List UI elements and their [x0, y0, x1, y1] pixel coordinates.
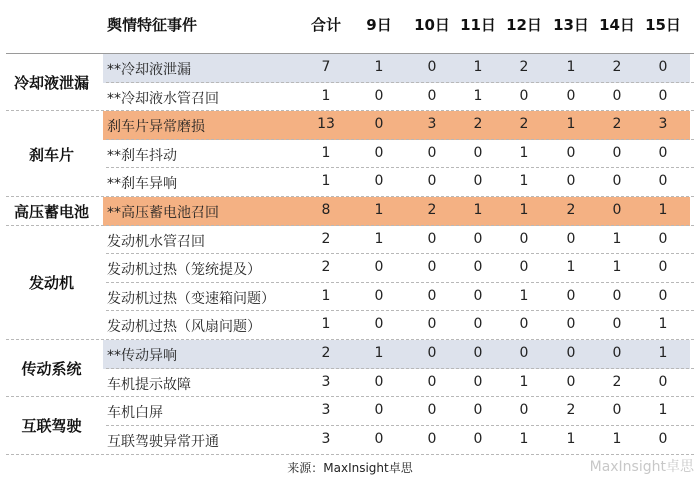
table-row: [103, 54, 690, 83]
day-count-cell: 0: [658, 87, 668, 104]
day-count-cell: 0: [566, 87, 576, 104]
day-count-cell: 1: [566, 59, 576, 75]
day-count-cell: 0: [612, 144, 622, 161]
day-count-cell: 0: [612, 173, 622, 190]
table-row: [103, 311, 690, 340]
event-label: **冷却液水管召回: [107, 90, 219, 107]
day-count-cell: 0: [473, 230, 483, 247]
day-count-cell: 0: [374, 373, 384, 390]
day-count-cell: 0: [612, 87, 622, 104]
day-count-cell: 2: [612, 59, 622, 75]
total-cell: 2: [321, 259, 331, 276]
day-count-cell: 2: [473, 116, 483, 133]
table-row: [103, 254, 690, 283]
day-count-cell: 0: [427, 259, 437, 276]
total-cell: 3: [321, 373, 331, 390]
day-count-cell: 0: [427, 402, 437, 419]
event-label: **刹车抖动: [107, 147, 177, 164]
day-count-cell: 0: [427, 59, 437, 75]
day-count-cell: 0: [519, 259, 529, 276]
day-count-cell: 2: [566, 402, 576, 419]
day-count-cell: 1: [519, 373, 529, 390]
day-count-cell: 0: [658, 259, 668, 276]
day-count-cell: 0: [566, 373, 576, 390]
day-count-cell: 0: [427, 373, 437, 390]
table-row: [103, 397, 690, 426]
table-row: [103, 426, 690, 455]
day-count-cell: 0: [473, 144, 483, 161]
day-count-cell: 0: [374, 259, 384, 276]
day-count-cell: 0: [566, 144, 576, 161]
source-note: 来源：MaxInsight卓思: [287, 461, 413, 475]
total-cell: 1: [321, 173, 331, 190]
category-label: 传动系统: [21, 360, 82, 379]
event-label: 互联驾驶异常开通: [107, 433, 219, 450]
day-count-cell: 1: [374, 59, 384, 75]
event-label: 刹车片异常磨损: [107, 119, 205, 136]
day-count-cell: 0: [612, 287, 622, 304]
day-count-cell: 2: [519, 59, 529, 75]
day-count-cell: 0: [566, 230, 576, 247]
header-day-11: 11日: [460, 16, 496, 34]
day-count-cell: 1: [374, 230, 384, 247]
day-count-cell: 0: [519, 87, 529, 104]
day-count-cell: 2: [566, 202, 576, 218]
day-count-cell: 0: [566, 345, 576, 361]
category-label: 刹车片: [28, 145, 74, 164]
category-label: 发动机: [28, 274, 74, 293]
day-count-cell: 0: [612, 402, 622, 419]
day-count-cell: 0: [427, 87, 437, 104]
category-label: 互联驾驶: [21, 417, 82, 436]
total-cell: 2: [321, 230, 331, 247]
day-count-cell: 2: [612, 373, 622, 390]
day-count-cell: 0: [473, 287, 483, 304]
header-day-12: 12日: [506, 16, 542, 34]
day-count-cell: 1: [519, 287, 529, 304]
day-count-cell: 0: [374, 402, 384, 419]
header-event: 舆情特征事件: [107, 16, 198, 34]
total-cell: 2: [321, 345, 331, 361]
total-cell: 1: [321, 144, 331, 161]
event-label: **冷却液泄漏: [107, 62, 191, 78]
day-count-cell: 2: [519, 116, 529, 133]
day-count-cell: 3: [427, 116, 437, 133]
day-count-cell: 0: [473, 259, 483, 276]
event-label: 车机提示故障: [107, 376, 191, 393]
table-row: [103, 197, 690, 226]
header-day-9: 9日: [366, 16, 392, 34]
day-count-cell: 0: [473, 316, 483, 333]
table-row: [103, 369, 690, 398]
day-count-cell: 1: [473, 59, 483, 75]
day-count-cell: 1: [519, 202, 529, 218]
day-count-cell: 0: [566, 316, 576, 333]
table-row: [103, 83, 690, 112]
day-count-cell: 0: [374, 144, 384, 161]
watermark: MaxInsight卓思: [589, 459, 694, 475]
day-count-cell: 1: [658, 316, 668, 333]
day-count-cell: 2: [612, 116, 622, 133]
day-count-cell: 0: [658, 144, 668, 161]
day-count-cell: 0: [473, 373, 483, 390]
day-count-cell: 0: [374, 316, 384, 333]
day-count-cell: 1: [473, 87, 483, 104]
total-cell: 13: [317, 116, 335, 133]
day-count-cell: 1: [612, 259, 622, 276]
day-count-cell: 1: [658, 402, 668, 419]
day-count-cell: 1: [612, 430, 622, 447]
category-label: 冷却液泄漏: [13, 74, 89, 93]
day-count-cell: 0: [473, 345, 483, 361]
total-cell: 1: [321, 316, 331, 333]
day-count-cell: 0: [658, 59, 668, 75]
day-count-cell: 0: [374, 173, 384, 190]
total-cell: 1: [321, 87, 331, 104]
day-count-cell: 0: [427, 230, 437, 247]
day-count-cell: 1: [612, 230, 622, 247]
day-count-cell: 1: [658, 202, 668, 218]
day-count-cell: 0: [658, 430, 668, 447]
day-count-cell: 0: [427, 316, 437, 333]
day-count-cell: 0: [374, 116, 384, 133]
day-count-cell: 1: [566, 430, 576, 447]
table-row: [103, 226, 690, 255]
day-count-cell: 0: [427, 345, 437, 361]
day-count-cell: 0: [374, 287, 384, 304]
table-header: [0, 14, 700, 42]
total-cell: 3: [321, 402, 331, 419]
event-label: 发动机水管召回: [107, 233, 205, 250]
event-label: 发动机过热（风扇问题）: [107, 319, 261, 336]
event-label: 车机白屏: [107, 405, 163, 422]
day-count-cell: 0: [519, 345, 529, 361]
table-row: [103, 283, 690, 312]
header-day-13: 13日: [553, 16, 589, 34]
day-count-cell: 0: [658, 287, 668, 304]
day-count-cell: 0: [658, 173, 668, 190]
day-count-cell: 0: [566, 287, 576, 304]
header-total: 合计: [310, 16, 341, 34]
header-day-14: 14日: [599, 16, 635, 34]
day-count-cell: 1: [519, 173, 529, 190]
day-count-cell: 0: [473, 173, 483, 190]
day-count-cell: 0: [427, 430, 437, 447]
day-count-cell: 0: [374, 87, 384, 104]
day-count-cell: 2: [427, 202, 437, 218]
day-count-cell: 0: [473, 430, 483, 447]
day-count-cell: 1: [566, 116, 576, 133]
total-cell: 8: [321, 202, 331, 218]
header-day-10: 10日: [414, 16, 450, 34]
total-cell: 1: [321, 287, 331, 304]
day-count-cell: 0: [374, 430, 384, 447]
table-row: [103, 168, 690, 197]
event-label: **刹车异响: [107, 176, 177, 193]
day-count-cell: 1: [519, 144, 529, 161]
total-cell: 7: [321, 59, 331, 75]
day-count-cell: 0: [519, 230, 529, 247]
day-count-cell: 0: [473, 402, 483, 419]
day-count-cell: 1: [658, 345, 668, 361]
day-count-cell: 0: [519, 316, 529, 333]
day-count-cell: 0: [658, 373, 668, 390]
total-cell: 3: [321, 430, 331, 447]
category-label: 高压蓄电池: [13, 202, 89, 221]
day-count-cell: 0: [658, 230, 668, 247]
day-count-cell: 1: [566, 259, 576, 276]
event-label: 发动机过热（笼统提及）: [107, 262, 261, 279]
table-row: [103, 111, 690, 140]
event-label: **传动异响: [107, 348, 177, 364]
day-count-cell: 0: [519, 402, 529, 419]
day-count-cell: 0: [612, 202, 622, 218]
day-count-cell: 1: [374, 202, 384, 218]
day-count-cell: 1: [519, 430, 529, 447]
table-row: [103, 340, 690, 369]
day-count-cell: 0: [566, 173, 576, 190]
day-count-cell: 1: [473, 202, 483, 218]
day-count-cell: 0: [427, 144, 437, 161]
day-count-cell: 0: [427, 173, 437, 190]
day-count-cell: 0: [612, 316, 622, 333]
event-label: **高压蓄电池召回: [107, 205, 219, 221]
event-label: 发动机过热（变速箱问题）: [107, 290, 275, 307]
day-count-cell: 3: [658, 116, 668, 133]
header-day-15: 15日: [645, 16, 681, 34]
day-count-cell: 1: [374, 345, 384, 361]
day-count-cell: 0: [612, 345, 622, 361]
table-row: [103, 140, 690, 169]
day-count-cell: 0: [427, 287, 437, 304]
